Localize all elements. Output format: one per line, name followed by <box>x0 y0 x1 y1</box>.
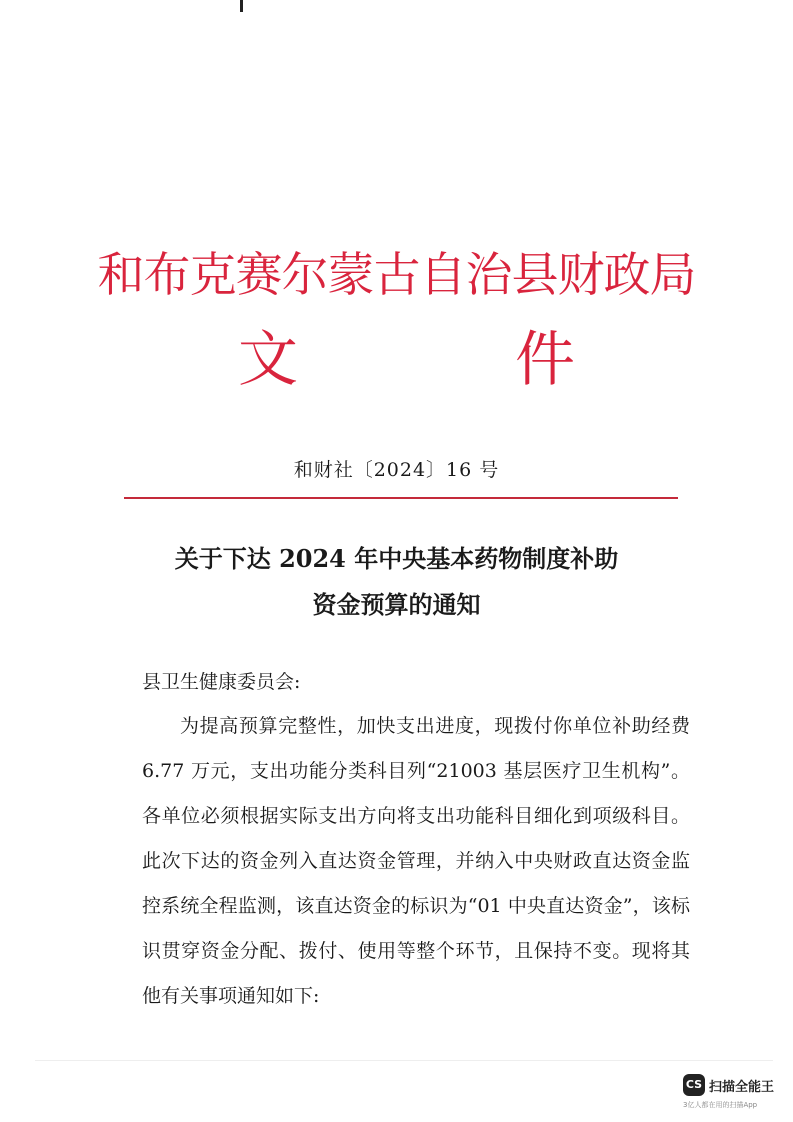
salutation: 县卫生健康委员会: <box>142 671 301 693</box>
notice-title <box>0 536 793 628</box>
body-text <box>142 704 690 1019</box>
red-divider-rule <box>124 497 678 499</box>
scan-mark <box>240 0 243 12</box>
document-number: 和财社〔2024〕16 号 <box>293 459 500 481</box>
notice-title-line-2: 资金预算的通知 <box>312 590 481 619</box>
issuer-heading: 和布克赛尔蒙古自治县财政局 <box>97 248 696 303</box>
document-type-heading <box>0 325 793 400</box>
doc-type-char-right: 件 <box>515 325 575 395</box>
camscanner-logo-icon: CS <box>683 1074 705 1096</box>
notice-title-line-1: 关于下达 2024 年中央基本药物制度补助 <box>174 544 619 573</box>
watermark-tagline: 3亿人都在用的扫描App <box>683 1101 758 1109</box>
scanner-watermark <box>683 1072 783 1112</box>
watermark-app-name: 扫描全能王 <box>709 1080 775 1095</box>
footer-divider <box>35 1060 773 1061</box>
body-paragraph: 为提高预算完整性，加快支出进度，现拨付你单位补助经费 6.77 万元，支出功能分类科目列“21003 基层医疗卫生机构”。各单位必须根据实际支出方向将支出功能科目细化到项级科目。此次下达的资金列入直达资金管理，并纳入中央财政直达资金监控系统全程监测，该直达资金的标识为“01 中央直达资金”，该标识贯穿资金分配、拨付、使用等整个环节，且保持不变。现将其他有关事项通知如下: <box>142 715 690 1007</box>
doc-type-char-left: 文 <box>238 325 298 395</box>
